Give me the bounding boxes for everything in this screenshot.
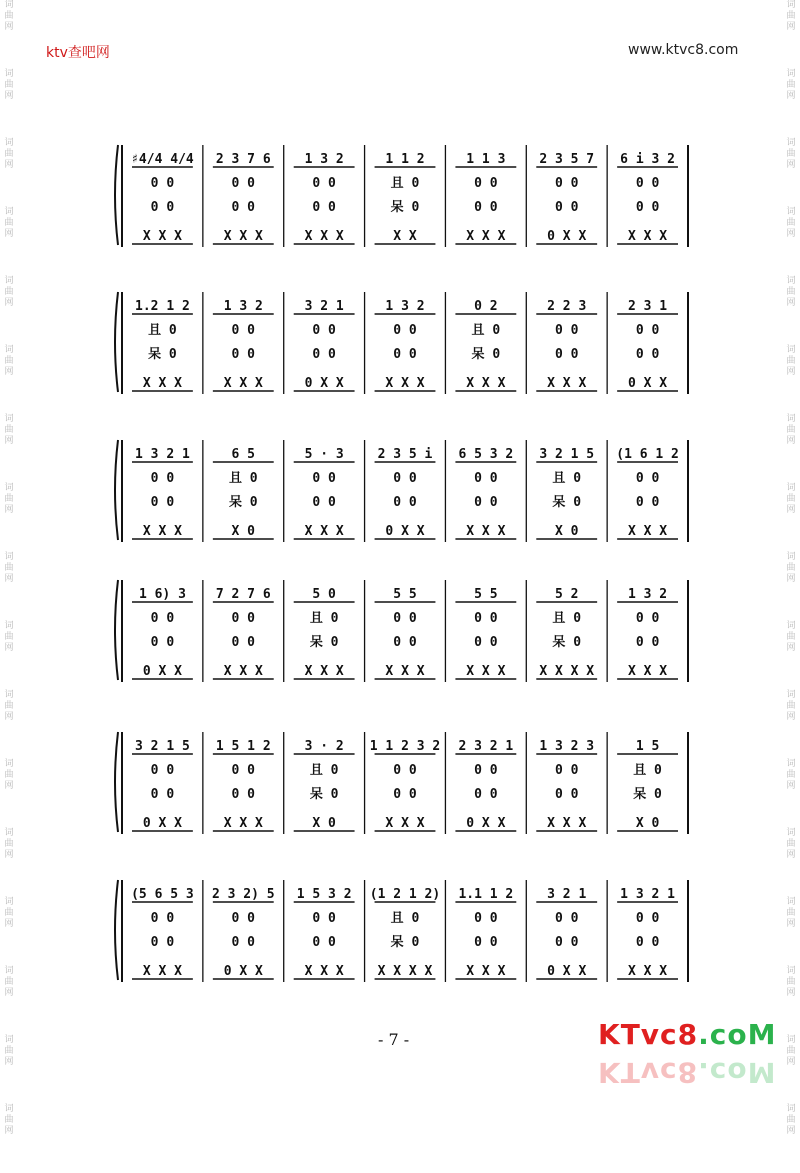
part3-cell: 呆 0 — [390, 200, 420, 215]
part3-cell: 0 0 — [635, 935, 660, 950]
watermark-glyph: 网 — [4, 160, 14, 170]
part3-cell: 0 0 — [635, 200, 660, 215]
part2-cell: 且 0 — [471, 323, 501, 338]
rhythm-cell: X X X — [142, 229, 182, 244]
page-number: - 7 - — [378, 1030, 410, 1049]
rhythm-cell: 0 X X — [628, 376, 668, 391]
system-brace — [115, 145, 118, 245]
rhythm-cell: X X X — [466, 964, 506, 979]
melody-note-cell: 1 6) 3 — [138, 587, 186, 602]
part3-cell: 0 0 — [635, 347, 660, 362]
rhythm-cell: X X X — [466, 664, 506, 679]
part2-cell: 0 0 — [231, 911, 256, 926]
part3-cell: 0 0 — [474, 787, 498, 802]
watermark-glyph: 词 — [786, 345, 796, 355]
watermark-glyph: 词 — [4, 69, 14, 79]
melody-note-cell: 1 3 2 — [304, 152, 344, 167]
system-brace — [115, 880, 118, 980]
watermark-glyph: 词 — [4, 0, 14, 10]
melody-note-cell: 1.2 1 2 — [135, 299, 190, 314]
rhythm-cell: 0 X X — [142, 664, 182, 679]
score-system — [115, 880, 688, 982]
part3-cell: 0 0 — [312, 200, 336, 215]
watermark-glyph: 词 — [4, 207, 14, 217]
rhythm-cell: X X X — [142, 964, 182, 979]
part2-cell: 0 0 — [474, 911, 498, 926]
watermark-glyph: 曲 — [786, 287, 796, 297]
melody-note-cell: 2 3 2) 5 — [211, 887, 275, 902]
part3-cell: 0 0 — [393, 347, 417, 362]
watermark-glyph: 网 — [4, 22, 14, 32]
part2-cell: 0 0 — [554, 176, 579, 191]
melody-note-cell: 2 3 2 1 — [458, 739, 514, 754]
watermark-glyph: 词 — [4, 897, 14, 907]
watermark-glyph: 网 — [786, 367, 796, 377]
rhythm-cell: 0 X X — [223, 964, 263, 979]
part2-cell: 0 0 — [150, 763, 175, 778]
rhythm-cell: X X — [393, 229, 417, 244]
watermark-glyph: 词 — [4, 621, 14, 631]
watermark-glyph: 曲 — [786, 839, 796, 849]
melody-note-cell: 5 0 — [312, 587, 336, 602]
watermark-glyph: 词 — [4, 1035, 14, 1045]
part2-cell: 0 0 — [635, 611, 660, 626]
part2-cell: 0 0 — [393, 471, 417, 486]
melody-note-cell: 2 2 3 — [547, 299, 587, 314]
watermark-glyph: 词 — [786, 1035, 796, 1045]
rhythm-cell: X X X X — [539, 664, 595, 679]
part2-cell: 0 0 — [231, 176, 256, 191]
rhythm-cell: X X X — [466, 229, 506, 244]
part2-cell: 且 0 — [390, 176, 420, 191]
melody-note-cell: 6 i 3 2 — [620, 152, 675, 167]
watermark-glyph: 词 — [4, 414, 14, 424]
watermark-glyph: 词 — [786, 552, 796, 562]
score-system — [115, 580, 688, 682]
watermark-glyph: 曲 — [4, 425, 14, 435]
watermark-glyph: 网 — [4, 1126, 14, 1136]
part3-cell: 呆 0 — [390, 935, 420, 950]
rhythm-cell: X X X — [304, 229, 344, 244]
rhythm-cell: X X X — [628, 524, 668, 539]
part2-cell: 0 0 — [231, 323, 256, 338]
part2-cell: 0 0 — [150, 611, 175, 626]
part3-cell: 0 0 — [635, 495, 660, 510]
rhythm-cell: X X X — [547, 816, 587, 831]
watermark-glyph: 曲 — [4, 839, 14, 849]
part2-cell: 0 0 — [554, 763, 579, 778]
watermark-glyph: 曲 — [4, 218, 14, 228]
watermark-glyph: 词 — [4, 1104, 14, 1114]
logo-text-part1: KTvc8 — [598, 1018, 699, 1051]
rhythm-cell: X X X — [304, 964, 344, 979]
watermark-glyph: 网 — [786, 919, 796, 929]
watermark-glyph: 词 — [786, 483, 796, 493]
part2-cell: 0 0 — [312, 176, 336, 191]
part2-cell: 0 0 — [312, 323, 336, 338]
part2-cell: 0 0 — [554, 911, 579, 926]
watermark-glyph: 网 — [786, 781, 796, 791]
melody-note-cell: 1 1 2 — [385, 152, 425, 167]
melody-note-cell: (5 6 5 3 — [131, 887, 194, 902]
watermark-glyph: 曲 — [786, 563, 796, 573]
part3-cell: 0 0 — [312, 347, 336, 362]
part3-cell: 0 0 — [231, 935, 256, 950]
watermark-glyph: 曲 — [4, 1046, 14, 1056]
watermark-glyph: 网 — [786, 229, 796, 239]
part2-cell: 且 0 — [309, 763, 339, 778]
rhythm-cell: X X X — [385, 376, 425, 391]
part2-cell: 0 0 — [474, 471, 498, 486]
watermark-glyph: 曲 — [786, 425, 796, 435]
watermark-glyph: 网 — [4, 574, 14, 584]
part3-cell: 呆 0 — [228, 495, 258, 510]
part3-cell: 0 0 — [231, 347, 256, 362]
part2-cell: 0 0 — [393, 611, 417, 626]
watermark-glyph: 词 — [4, 138, 14, 148]
part3-cell: 0 0 — [554, 935, 579, 950]
watermark-glyph: 曲 — [786, 149, 796, 159]
watermark-glyph: 曲 — [4, 632, 14, 642]
rhythm-cell: 0 X X — [466, 816, 506, 831]
melody-note-cell: 3 2 1 — [304, 299, 344, 314]
rhythm-cell: X X X — [142, 524, 182, 539]
watermark-glyph: 网 — [4, 643, 14, 653]
rhythm-cell: X X X — [304, 664, 344, 679]
part2-cell: 且 0 — [309, 611, 339, 626]
watermark-glyph: 曲 — [786, 1115, 796, 1125]
melody-note-cell: 7 2 7 6 — [215, 587, 271, 602]
melody-note-cell: 1 1 2 3 2 — [369, 739, 441, 754]
watermark-glyph: 词 — [786, 621, 796, 631]
watermark-glyph: 词 — [786, 276, 796, 286]
watermark-glyph: 网 — [786, 298, 796, 308]
part2-cell: 0 0 — [231, 611, 256, 626]
part3-cell: 0 0 — [393, 787, 417, 802]
watermark-glyph: 网 — [786, 160, 796, 170]
watermark-glyph: 曲 — [4, 908, 14, 918]
rhythm-cell: X X X — [628, 964, 668, 979]
rhythm-cell: X 0 — [635, 816, 660, 831]
part2-cell: 且 0 — [228, 471, 258, 486]
part3-cell: 0 0 — [474, 200, 498, 215]
watermark-glyph: 网 — [786, 22, 796, 32]
melody-note-cell: 2 3 7 6 — [215, 152, 271, 167]
watermark-glyph: 词 — [4, 483, 14, 493]
rhythm-cell: X X X — [466, 376, 506, 391]
rhythm-cell: X X X — [547, 376, 587, 391]
melody-note-cell: 5 5 — [393, 587, 417, 602]
watermark-glyph: 曲 — [786, 218, 796, 228]
watermark-glyph: 词 — [786, 414, 796, 424]
melody-note-cell: 1 3 2 3 — [539, 739, 595, 754]
watermark-glyph: 网 — [786, 712, 796, 722]
watermark-glyph: 词 — [786, 828, 796, 838]
watermark-glyph: 网 — [4, 919, 14, 929]
part2-cell: 0 0 — [635, 471, 660, 486]
watermark-glyph: 曲 — [786, 494, 796, 504]
watermark-glyph: 网 — [786, 436, 796, 446]
watermark-glyph: 网 — [4, 229, 14, 239]
watermark-glyph: 词 — [786, 759, 796, 769]
watermark-glyph: 曲 — [4, 149, 14, 159]
rhythm-cell: X X X — [466, 524, 506, 539]
site-name: ktv查吧网 — [46, 45, 110, 61]
logo-reflection-part2: .coM — [698, 1056, 777, 1089]
part3-cell: 0 0 — [312, 495, 336, 510]
part3-cell: 0 0 — [393, 635, 417, 650]
part3-cell: 0 0 — [474, 635, 498, 650]
watermark-glyph: 网 — [786, 91, 796, 101]
part3-cell: 呆 0 — [309, 787, 339, 802]
melody-note-cell: 3 2 1 — [547, 887, 587, 902]
melody-note-cell: ♯4/4 4/4 — [131, 152, 194, 167]
melody-note-cell: 3 2 1 5 — [539, 447, 595, 462]
melody-note-cell: 0 2 — [474, 299, 498, 314]
melody-note-cell: 3 · 2 — [304, 739, 344, 754]
part2-cell: 0 0 — [635, 176, 660, 191]
rhythm-cell: 0 X X — [385, 524, 425, 539]
rhythm-cell: X 0 — [231, 524, 256, 539]
rhythm-cell: X X X — [385, 816, 425, 831]
melody-note-cell: 5 2 — [554, 587, 579, 602]
watermark-glyph: 网 — [4, 1057, 14, 1067]
part3-cell: 0 0 — [312, 935, 336, 950]
part2-cell: 0 0 — [393, 763, 417, 778]
watermark-glyph: 词 — [786, 1104, 796, 1114]
part2-cell: 且 0 — [390, 911, 420, 926]
watermark-glyph: 网 — [4, 781, 14, 791]
watermark-glyph: 网 — [4, 988, 14, 998]
watermark-glyph: 曲 — [4, 1115, 14, 1125]
part3-cell: 0 0 — [150, 935, 175, 950]
watermark-glyph: 曲 — [4, 287, 14, 297]
watermark-glyph: 网 — [4, 850, 14, 860]
part2-cell: 0 0 — [312, 911, 336, 926]
part3-cell: 呆 0 — [552, 495, 582, 510]
system-brace — [115, 440, 118, 540]
score-system — [115, 440, 688, 542]
watermark-glyph: 曲 — [786, 80, 796, 90]
watermark-glyph: 曲 — [786, 701, 796, 711]
rhythm-cell: X X X — [223, 816, 263, 831]
melody-note-cell: 1 3 2 — [223, 299, 263, 314]
system-brace — [115, 292, 118, 392]
watermark-glyph: 曲 — [4, 701, 14, 711]
melody-note-cell: 6 5 — [231, 447, 256, 462]
rhythm-cell: X X X — [142, 376, 182, 391]
part3-cell: 0 0 — [474, 495, 498, 510]
part3-cell: 呆 0 — [633, 787, 662, 802]
melody-note-cell: 2 3 5 i — [377, 447, 433, 462]
part2-cell: 0 0 — [150, 471, 175, 486]
watermark-glyph: 曲 — [786, 1046, 796, 1056]
watermark-glyph: 网 — [4, 298, 14, 308]
rhythm-cell: X 0 — [554, 524, 579, 539]
rhythm-cell: X X X — [628, 229, 668, 244]
part2-cell: 0 0 — [312, 471, 336, 486]
part2-cell: 且 0 — [552, 471, 582, 486]
part2-cell: 且 0 — [148, 323, 177, 338]
melody-note-cell: 2 3 1 — [628, 299, 668, 314]
melody-note-cell: 1 5 — [635, 739, 660, 754]
rhythm-cell: X X X — [223, 376, 263, 391]
watermark-glyph: 词 — [786, 0, 796, 10]
watermark-glyph: 网 — [786, 988, 796, 998]
melody-note-cell: 3 2 1 5 — [135, 739, 190, 754]
part3-cell: 0 0 — [554, 200, 579, 215]
watermark-glyph: 曲 — [786, 908, 796, 918]
melody-note-cell: 1 5 3 2 — [296, 887, 352, 902]
melody-note-cell: 5 · 3 — [304, 447, 344, 462]
watermark-glyph: 网 — [4, 436, 14, 446]
rhythm-cell: X 0 — [312, 816, 336, 831]
melody-note-cell: 1 1 3 — [466, 152, 506, 167]
melody-note-cell: 2 3 5 7 — [539, 152, 595, 167]
watermark-glyph: 词 — [786, 138, 796, 148]
watermark-glyph: 网 — [786, 850, 796, 860]
rhythm-cell: X X X — [304, 524, 344, 539]
watermark-glyph: 词 — [786, 690, 796, 700]
part2-cell: 0 0 — [474, 763, 498, 778]
watermark-glyph: 网 — [786, 574, 796, 584]
watermark-glyph: 曲 — [4, 494, 14, 504]
part3-cell: 0 0 — [554, 347, 579, 362]
part3-cell: 0 0 — [635, 635, 660, 650]
watermark-glyph: 词 — [4, 690, 14, 700]
melody-note-cell: 5 5 — [474, 587, 498, 602]
watermark-glyph: 网 — [4, 505, 14, 515]
watermark-glyph: 词 — [4, 759, 14, 769]
part2-cell: 0 0 — [635, 911, 660, 926]
watermark-glyph: 词 — [786, 897, 796, 907]
watermark-glyph: 网 — [786, 643, 796, 653]
watermark-glyph: 曲 — [786, 356, 796, 366]
watermark-glyph: 词 — [4, 276, 14, 286]
part3-cell: 0 0 — [393, 495, 417, 510]
system-brace — [115, 732, 118, 832]
score-system — [115, 292, 688, 394]
part3-cell: 0 0 — [150, 787, 175, 802]
part2-cell: 0 0 — [393, 323, 417, 338]
rhythm-cell: 0 X X — [304, 376, 344, 391]
melody-note-cell: 1 3 2 — [628, 587, 668, 602]
logo-text-part2: .coM — [698, 1018, 777, 1051]
part2-cell: 0 0 — [474, 611, 498, 626]
logo-reflection — [598, 1056, 776, 1089]
part2-cell: 0 0 — [150, 176, 175, 191]
watermark-glyph: 词 — [786, 966, 796, 976]
rhythm-cell: X X X X — [377, 964, 433, 979]
melody-note-cell: 1 3 2 1 — [135, 447, 190, 462]
watermark-glyph: 网 — [4, 712, 14, 722]
watermark-glyph: 词 — [786, 69, 796, 79]
system-brace — [115, 580, 118, 680]
ktvc8-logo — [598, 1018, 776, 1051]
melody-note-cell: 1 5 1 2 — [215, 739, 271, 754]
part2-cell: 0 0 — [150, 911, 175, 926]
watermark-glyph: 词 — [786, 207, 796, 217]
watermark-glyph: 曲 — [4, 11, 14, 21]
part3-cell: 呆 0 — [148, 347, 177, 362]
watermark-glyph: 曲 — [4, 80, 14, 90]
watermark-glyph: 曲 — [786, 11, 796, 21]
part3-cell: 0 0 — [150, 635, 175, 650]
part3-cell: 0 0 — [150, 495, 175, 510]
part3-cell: 0 0 — [231, 200, 256, 215]
part3-cell: 呆 0 — [552, 635, 582, 650]
watermark-glyph: 网 — [4, 91, 14, 101]
score-system — [115, 732, 688, 834]
rhythm-cell: X X X — [223, 664, 263, 679]
watermark-glyph: 网 — [786, 1126, 796, 1136]
logo-reflection-part1: KTvc8 — [598, 1056, 699, 1089]
part2-cell: 0 0 — [554, 323, 579, 338]
part2-cell: 0 0 — [635, 323, 660, 338]
part2-cell: 0 0 — [231, 763, 256, 778]
watermark-glyph: 曲 — [4, 356, 14, 366]
watermark-glyph: 网 — [786, 1057, 796, 1067]
part3-cell: 0 0 — [150, 200, 175, 215]
part2-cell: 且 0 — [633, 763, 662, 778]
rhythm-cell: X X X — [628, 664, 668, 679]
part3-cell: 0 0 — [474, 935, 498, 950]
rhythm-cell: 0 X X — [547, 964, 587, 979]
watermark-glyph: 词 — [4, 552, 14, 562]
melody-note-cell: (1 6 1 2 — [616, 447, 679, 462]
rhythm-cell: 0 X X — [547, 229, 587, 244]
watermark-glyph: 曲 — [4, 770, 14, 780]
part2-cell: 0 0 — [474, 176, 498, 191]
watermark-glyph: 曲 — [786, 632, 796, 642]
part3-cell: 0 0 — [231, 635, 256, 650]
part2-cell: 且 0 — [552, 611, 582, 626]
watermark-glyph: 网 — [786, 505, 796, 515]
part3-cell: 0 0 — [554, 787, 579, 802]
part3-cell: 0 0 — [231, 787, 256, 802]
watermark-glyph: 曲 — [4, 563, 14, 573]
melody-note-cell: 1 3 2 — [385, 299, 425, 314]
rhythm-cell: X X X — [223, 229, 263, 244]
watermark-glyph: 曲 — [786, 770, 796, 780]
rhythm-cell: 0 X X — [142, 816, 182, 831]
melody-note-cell: 6 5 3 2 — [458, 447, 514, 462]
part3-cell: 呆 0 — [309, 635, 339, 650]
watermark-glyph: 曲 — [4, 977, 14, 987]
watermark-glyph: 词 — [4, 345, 14, 355]
score-system — [115, 145, 688, 247]
part3-cell: 呆 0 — [471, 347, 501, 362]
rhythm-cell: X X X — [385, 664, 425, 679]
watermark-glyph: 网 — [4, 367, 14, 377]
melody-note-cell: 1.1 1 2 — [458, 887, 514, 902]
melody-note-cell: (1 2 1 2) — [369, 887, 441, 902]
watermark-glyph: 词 — [4, 828, 14, 838]
site-url-link[interactable]: www.ktvc8.com — [628, 42, 739, 58]
watermark-glyph: 曲 — [786, 977, 796, 987]
watermark-glyph: 词 — [4, 966, 14, 976]
melody-note-cell: 1 3 2 1 — [620, 887, 675, 902]
